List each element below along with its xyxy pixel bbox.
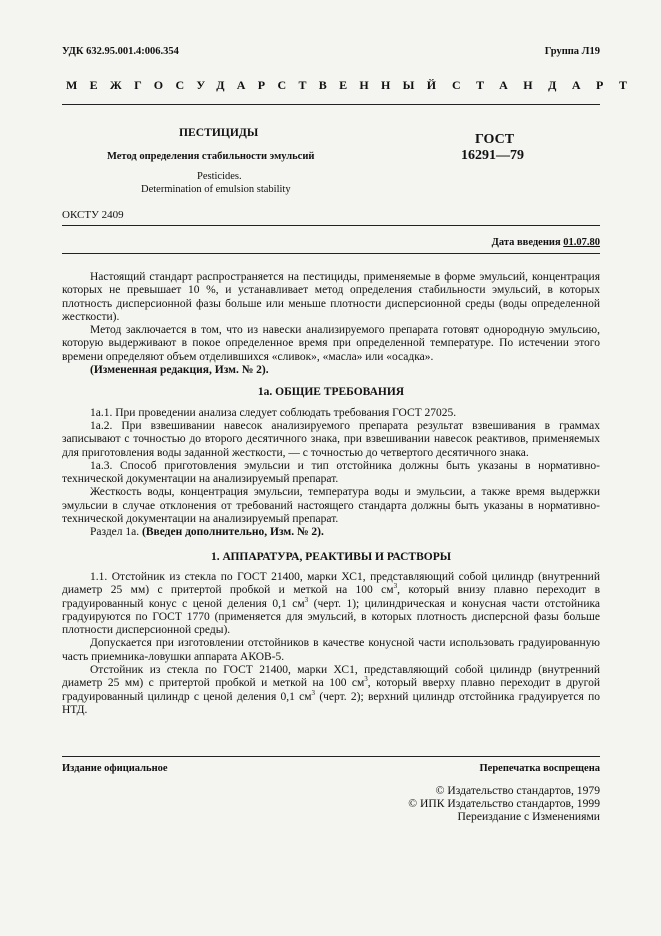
clause-1-1-part-b: , который внизу плавно переходит в градуированный конус с ценой деления 0,1 см [62, 584, 601, 610]
title-rule [62, 225, 600, 226]
copyright-1999: © ИПК Издательство стандартов, 1999 [408, 797, 600, 810]
date-rule [62, 253, 600, 254]
footer-rule [62, 756, 600, 757]
clause-1-1-second-part-a: Отстойник из стекла по ГОСТ 21400, марки ХС1, представляющий собой цилиндр (внутренний диаметр 25 мм) с притертой пробкой и меткой на 100 см [62, 664, 600, 690]
clause-1-1-second-part-c: (черт. 2); верхний цилиндр отстойника градуируется по НТД. [62, 690, 601, 716]
banner-standard: СТАНДАРТ [452, 78, 643, 92]
clause-1-1-part-a: 1.1. Отстойник из стекла по ГОСТ 21400, марки ХС1, представляющий собой цилиндр (внутренний диаметр 25 мм) с притертой пробкой и меткой на 100 см [62, 570, 600, 597]
cm3-superscript: 3 [311, 688, 316, 697]
clause-1-1-allowance: Допускается при изготовлении отстойников в качестве конусной части использовать градуированную часть приемника-ловушки аппарата АКОВ-5. [62, 637, 600, 663]
group-code: Группа Л19 [544, 46, 600, 57]
paragraph-amendment-note: (Измененная редакция, Изм. № 2). [90, 364, 269, 377]
section-heading-general-requirements: 1а. ОБЩИЕ ТРЕБОВАНИЯ [257, 386, 405, 399]
introduction-date-label: Дата введения [491, 237, 561, 248]
clause-1a1: 1а.1. При проведении анализа следует соблюдать требования ГОСТ 27025. [90, 406, 457, 419]
page-subtitle: Метод определения стабильности эмульсий [107, 151, 315, 162]
paragraph-method: Метод заключается в том, что из навески анализируемого препарата готовят однородную эмульсию, которую выдерживают в покое определенное время при определенной температуре. По истечении этого времени определяют объем отделившихся «сливок», «масла» или «осадка». [62, 324, 600, 363]
clause-1-1 [62, 571, 600, 637]
clause-1a2: 1а.2. При взвешивании навесок анализируемого препарата результат взвешивания в граммах записывают с точностью до второго десятичного знака, при взвешивании навесок реактивов, применяемых для приготовления воды заданной жесткости, — с точностью до четвертого десятичного знака. [62, 419, 600, 459]
gost-label: ГОСТ [475, 132, 515, 147]
english-title-line2: Determination of emulsion stability [141, 184, 291, 195]
udk-code: УДК 632.95.001.4:006.354 [62, 46, 179, 57]
banner-interstate: МЕЖГОСУДАРСТВЕННЫЙ [66, 78, 449, 92]
document-body [62, 271, 600, 717]
clause-1-1-second-part-b: , который вверху плавно переходит в другой градуированный цилиндр с ценой деления 0,1 см [62, 677, 600, 703]
section-1a-prefix: Раздел 1а. [90, 526, 140, 539]
clause-1-1-second-settler [62, 664, 600, 717]
section-1a-note [62, 526, 600, 539]
reissue-note: Переиздание с Изменениями [457, 810, 600, 823]
official-edition: Издание официальное [62, 763, 168, 774]
paragraph-scope: Настоящий стандарт распространяется на пестициды, применяемые в форме эмульсий, концентрация которых не превышает 10 %, и устанавливает метод определения стабильности эмульсий, в которых плотность дисперсионной фазы больше или меньше плотности дисперсионной среды (воды определенной жесткости). [62, 271, 600, 323]
gost-number: 16291—79 [461, 148, 524, 163]
section-1a-note-text: (Введен дополнительно, Изм. № 2). [142, 526, 324, 539]
clause-1a3-continued: Жесткость воды, концентрация эмульсии, температура воды и эмульсии, а также время выдержки эмульсии в случае отклонения от требований настоящего стандарта должны быть указаны в нормативно-технической документации на анализируемый препарат. [62, 486, 600, 526]
copyright-1979: © Издательство стандартов, 1979 [435, 784, 600, 797]
reprint-prohibited: Перепечатка воспрещена [479, 763, 600, 774]
clause-1a3: 1а.3. Способ приготовления эмульсии и тип отстойника должны быть указаны в нормативно-технической документации на анализируемый препарат. [62, 459, 600, 486]
section-heading-apparatus: 1. АППАРАТУРА, РЕАКТИВЫ И РАСТВОРЫ [210, 550, 452, 563]
introduction-date [492, 237, 600, 248]
header-rule [62, 104, 600, 105]
cm3-superscript: 3 [304, 595, 309, 604]
page-title: ПЕСТИЦИДЫ [179, 126, 259, 139]
introduction-date-value: 01.07.80 [563, 237, 600, 248]
cm3-superscript: 3 [364, 675, 368, 684]
okstu-code: ОКСТУ 2409 [62, 209, 124, 221]
clause-1-1-part-c: (черт. 1); цилиндрическая и конусная части отстойника градуируются по ГОСТ 1770 (применяется для эмульсий, в которых плотность дисперсной фазы больше плотности дисперсионной среды). [62, 597, 600, 637]
cm3-superscript: 3 [393, 582, 398, 591]
english-title-line1: Pesticides. [197, 171, 242, 182]
